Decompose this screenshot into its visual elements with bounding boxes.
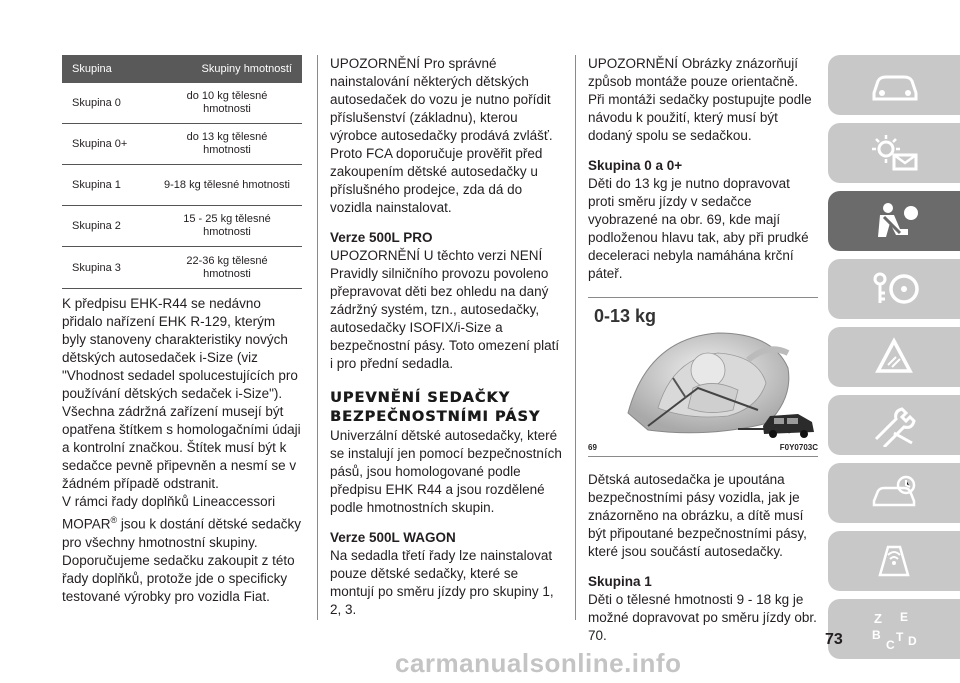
column-1 (62, 55, 302, 606)
paragraph-illustration-warning: UPOZORNĚNÍ Obrázky znázorňují způsob montáže pouze orientačně. Při montáži sedačky postupujte podle návodu k použití, který musí být dodaný spolu se sedačkou. (588, 56, 812, 143)
heading-group-0: Skupina 0 a 0+ (588, 158, 683, 173)
tab-dashboard[interactable] (828, 55, 960, 115)
paragraph-mopar (62, 493, 302, 606)
registered-mark: ® (110, 515, 118, 525)
tab-emergency[interactable] (828, 327, 960, 387)
weight-cell: 15 - 25 kg tělesné hmotnosti (183, 213, 271, 238)
section-heading-line-2: BEZPEČNOSTNÍMI PÁSY (330, 409, 541, 425)
key-steering-icon (866, 267, 922, 311)
paragraph-base-warning: UPOZORNĚNÍ Pro správné nainstalování některých dětských autosedaček do vozu je nutno pořídit příslušenství (základnu), kterou výrobce autosedačky prodává zvlášť. Proto FCA doporučuje prověřit před zakoupením dětské autosedačky u příslušného prodejce, zda dá do vozidla nainstalovat. (330, 56, 553, 215)
tab-multimedia[interactable] (828, 531, 960, 591)
weight-group-table (62, 55, 302, 289)
table-row (62, 206, 302, 247)
paragraph-seat-fastening: Dětská autosedačka je upoutána bezpečnostními pásy vozidla, jak je znázorněno na obrázku, a dítě musí být připoutané bezpečnostními pásy, které jsou součástí autosedačky. (588, 472, 807, 559)
multimedia-icon (866, 539, 922, 583)
paragraph-ehk-r129: K předpisu EHK-R44 se nedávno přidalo nařízení EHK R-129, kterým byly stanoveny charakteristiky nových dětských autosedaček i-Size (viz "Vhodnost sedadel spolucestujících pro používání dětských sedaček i-Size"). (62, 296, 298, 401)
paragraph-universal-seats: Univerzální dětské autosedačky, které se instalují jen pomocí bezpečnostních pásů, jsou homologované podle předpisu EHK R44 a jsou rozdělené podle hmotnostních skupin. (330, 428, 562, 515)
maintenance-icon (866, 403, 922, 447)
table-row (62, 83, 302, 124)
group-cell: Skupina 2 (72, 220, 121, 232)
paragraph-group-1: Děti o tělesné hmotnosti 9 - 18 kg je možné dopravovat po směru jízdy obr. 70. (588, 592, 817, 643)
paragraph-homologation: Všechna zádržná zařízení musejí být opatřena štítkem s homologačními údaji a kontrolní značkou. Štítek musí být k sedačce pevně připevněn a nesmí se v žádném případě odstranit. (62, 404, 301, 491)
car-dashboard-icon (866, 63, 922, 107)
index-letter: T (896, 630, 904, 644)
warning-lights-icon (866, 131, 922, 175)
weight-cell: 9-18 kg tělesné hmotnosti (164, 178, 290, 191)
heading-500l-pro: Verze 500L PRO (330, 230, 433, 245)
section-heading (330, 389, 562, 427)
column-3 (588, 55, 818, 645)
chapter-tabs (828, 55, 960, 667)
index-letter: C (886, 638, 895, 651)
table-row (62, 165, 302, 206)
tab-technical-data[interactable] (828, 463, 960, 523)
mopar-text-b: jsou k dostání dětské sedačky pro všechny hmotnostní skupiny. Doporučujeme sedačku zakoupit z této řady doplňků, protože jde o specificky testované výrobky pro vozidla Fiat. (62, 516, 302, 604)
index-icon (866, 607, 922, 651)
table-row (62, 124, 302, 165)
page-number: 73 (825, 631, 843, 648)
figure-code: F0Y0703C (779, 443, 818, 452)
index-letter: D (908, 634, 917, 648)
tab-starting-driving[interactable] (828, 259, 960, 319)
weight-cell: 22-36 kg tělesné hmotnosti (186, 254, 268, 280)
group-cell: Skupina 3 (72, 261, 121, 274)
group-cell: Skupina 0+ (72, 138, 128, 150)
car-icon (763, 414, 814, 438)
mopar-text-a: V rámci řady doplňků Lineaccessori MOPAR (62, 494, 276, 532)
table-header-group: Skupina (72, 63, 112, 75)
figure-69 (588, 297, 818, 457)
column-divider (317, 55, 318, 620)
index-letter: Z (874, 611, 882, 626)
section-heading-line-1: UPEVNĚNÍ SEDAČKY (330, 390, 511, 406)
paragraph-third-row: Na sedadla třetí řady lze nainstalovat pouze dětské sedačky, které se montují po směru jízdy pro skupiny 1, 2, 3. (330, 548, 554, 617)
weight-cell: do 13 kg tělesné hmotnosti (186, 131, 268, 156)
figure-number: 69 (588, 443, 597, 452)
tab-maintenance[interactable] (828, 395, 960, 455)
weight-cell: do 10 kg tělesné hmotnosti (186, 90, 268, 115)
index-letter: E (900, 610, 909, 624)
index-letter: B (872, 628, 881, 642)
table-row (62, 247, 302, 288)
table-header-weight: Skupiny hmotností (201, 63, 292, 75)
tab-warning-lights[interactable] (828, 123, 960, 183)
group-cell: Skupina 0 (72, 97, 121, 109)
heading-500l-wagon: Verze 500L WAGON (330, 530, 456, 545)
column-2 (330, 55, 562, 619)
table-header (62, 55, 302, 83)
tab-safety[interactable] (828, 191, 960, 251)
technical-data-icon (866, 471, 922, 515)
paragraph-pro-warning: UPOZORNĚNÍ U těchto verzi NENÍ Pravidly silničního provozu povoleno přepravovat děti bez ohledu na daný zádržný systém, tzn., autosedačky, autosedačky ISOFIX/i-Size a bezpečnostní pásy. Toto omezení platí i pro přední sedadla. (330, 248, 560, 371)
watermark: carmanualsonline.info (395, 648, 682, 678)
emergency-icon (866, 335, 922, 379)
tab-index[interactable] (828, 599, 960, 659)
group-cell: Skupina 1 (72, 179, 121, 191)
paragraph-group-0: Děti do 13 kg je nutno dopravovat proti směru jízdy v sedačce vyobrazené na obr. 69, kde mají podloženou hlavu tak, aby při prudké deceleraci nebyla namáhána krční páteř. (588, 176, 809, 281)
heading-group-1: Skupina 1 (588, 574, 652, 589)
airbag-seat-icon (866, 199, 922, 243)
figure-title: 0-13 kg (594, 306, 657, 326)
column-divider (575, 55, 576, 620)
